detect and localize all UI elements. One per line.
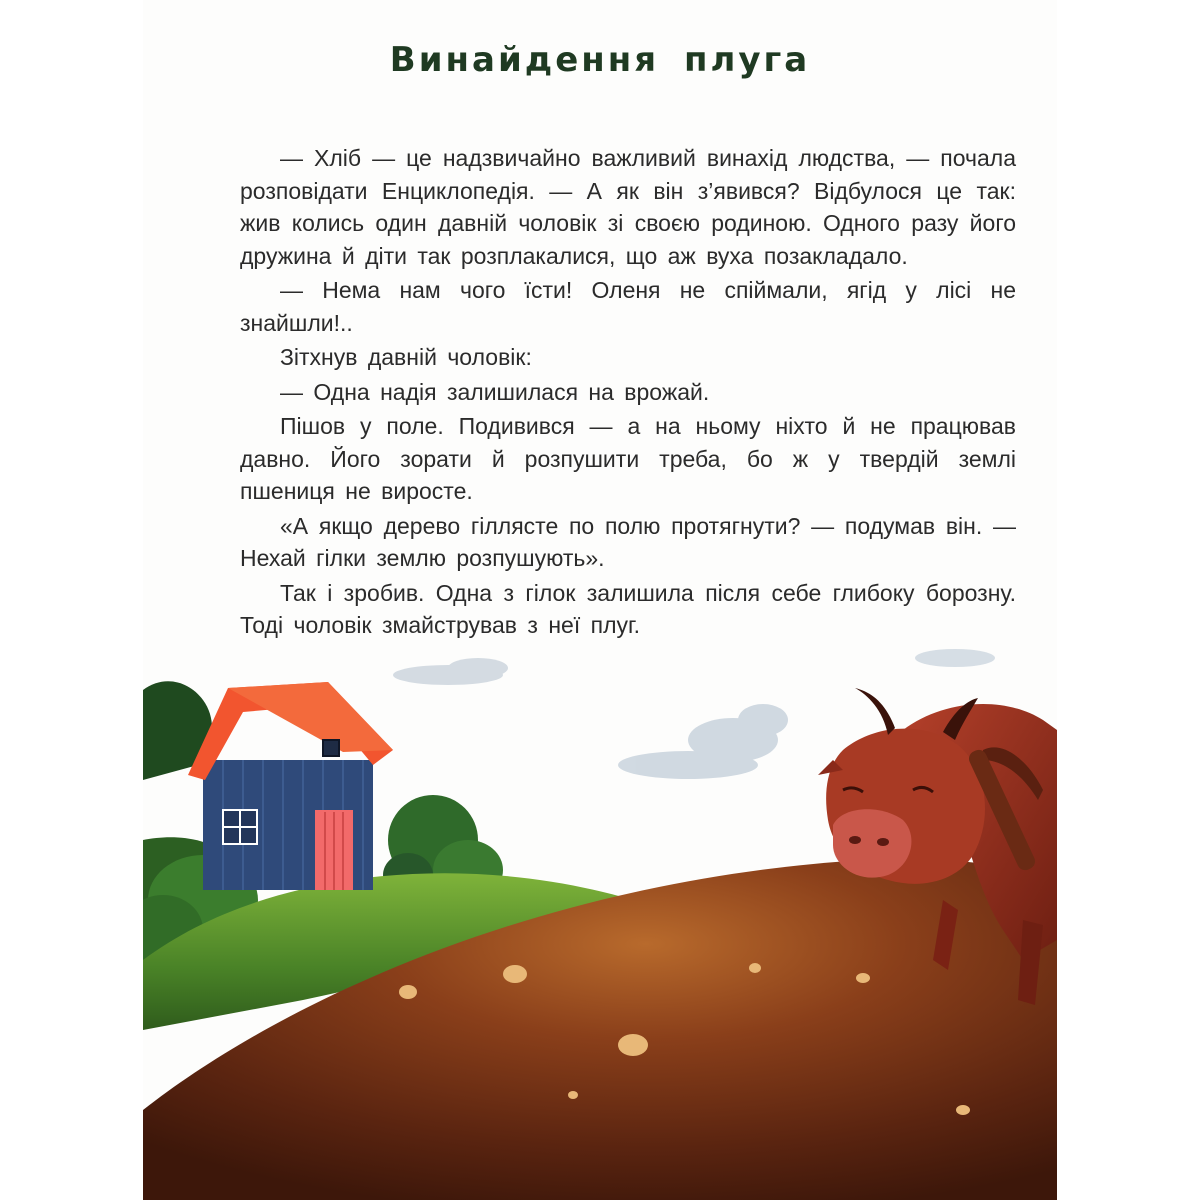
cloud-icon [618,704,788,779]
farm-scene [143,640,1057,1200]
paragraph-5: Пішов у поле. Подивився — а на ньому ніхто й не працював давно. Його зорати й розпушити треба, бо ж у твердій землі пшениця не виросте. [240,413,1016,504]
paragraph-6: «А якщо дерево гіллясте по полю протягнути? — подумав він. — Нехай гілки землю розпушують». [240,512,1016,571]
paragraph-2: — Нема нам чого їсти! Оленя не спіймали, ягід у лісі не знайшли!.. [240,277,1016,336]
paragraph-1: — Хліб — це надзвичайно важливий винахід людства, — почала розповідати Енциклопедія. — А як він з’явився? Відбулося це так: жив колись один давній чоловік зі своєю родиною. Одного разу його дружина й діти так розплакалися, що аж вуха позакладало. [240,145,1016,269]
farm-illustration [143,640,1057,1200]
cloud-icon [393,658,508,685]
book-page [143,0,1057,1200]
story-text [240,142,1016,644]
house-icon [188,682,393,890]
cloud-icon [915,649,995,667]
page-title: Винайдення плуга [389,40,811,80]
paragraph-3: Зітхнув давній чоловік: [280,344,532,370]
paragraph-4: — Одна надія залишилася на врожай. [280,378,710,405]
paragraph-7: Так і зробив. Одна з гілок залишила після себе глибоку борозну. Тоді чоловік змайстрував з неї плуг. [240,579,1016,638]
